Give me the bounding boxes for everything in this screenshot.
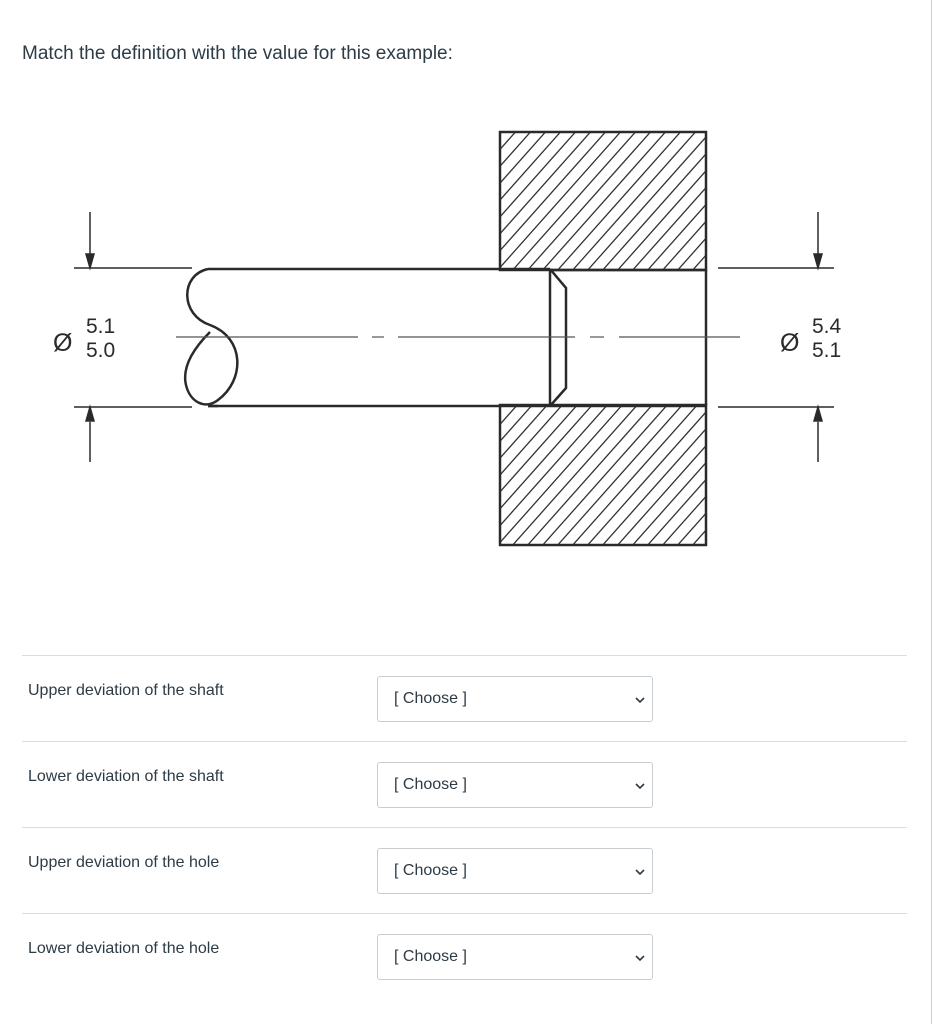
chevron-down-icon xyxy=(634,952,646,964)
answer-select[interactable] xyxy=(377,934,653,980)
hole-bore xyxy=(550,270,706,406)
select-value: [ Choose ] xyxy=(394,948,467,965)
chevron-down-icon xyxy=(634,866,646,878)
match-row-upper-hole xyxy=(22,827,907,913)
chevron-down-icon xyxy=(634,780,646,792)
match-label: Lower deviation of the hole xyxy=(28,940,220,957)
answer-select[interactable] xyxy=(377,676,653,722)
match-label: Upper deviation of the hole xyxy=(28,854,220,871)
match-label: Lower deviation of the shaft xyxy=(28,768,224,785)
chevron-down-icon xyxy=(634,694,646,706)
question-prompt: Match the definition with the value for this example: xyxy=(22,43,453,64)
match-row-lower-hole xyxy=(22,913,907,999)
answer-select[interactable] xyxy=(377,762,653,808)
match-row-upper-shaft xyxy=(22,655,907,741)
select-value: [ Choose ] xyxy=(394,690,467,707)
answer-select[interactable] xyxy=(377,848,653,894)
shaft-lower-limit: 5.0 xyxy=(86,339,116,362)
housing-top-block xyxy=(360,110,835,290)
hole-upper-limit: 5.4 xyxy=(812,315,842,338)
diameter-symbol-shaft: Ø xyxy=(53,329,73,357)
select-value: [ Choose ] xyxy=(394,776,467,793)
match-label: Upper deviation of the shaft xyxy=(28,682,224,699)
select-value: [ Choose ] xyxy=(394,862,467,879)
hole-lower-limit: 5.1 xyxy=(812,339,842,362)
match-row-lower-shaft xyxy=(22,741,907,827)
tolerance-drawing xyxy=(0,110,932,570)
shaft-upper-limit: 5.1 xyxy=(86,315,116,338)
housing-bottom-block xyxy=(360,385,835,565)
shaft-dimension-text xyxy=(53,315,115,362)
match-list xyxy=(22,655,907,999)
hole-dimension-text xyxy=(780,315,842,362)
diameter-symbol-hole: Ø xyxy=(780,329,800,357)
